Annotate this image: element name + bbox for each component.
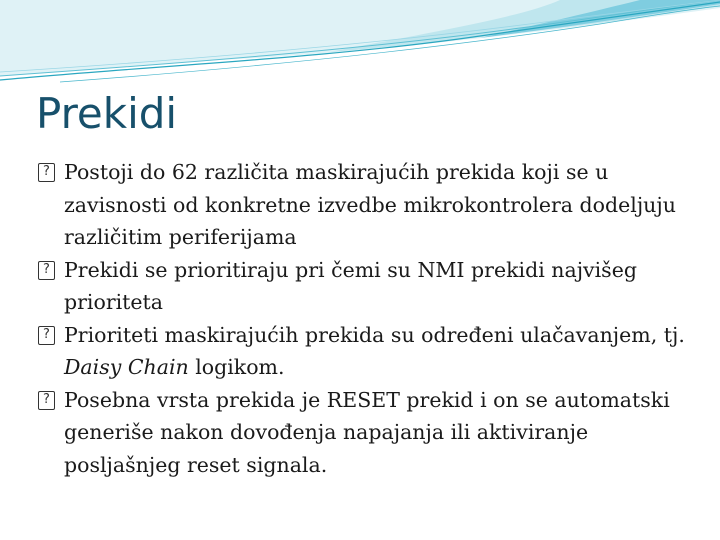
bullet-text-start: Prioriteti maskirajućih prekida su određeni ulačavanjem, tj. <box>64 322 685 347</box>
bullet-text: Prekidi se prioritiraju pri čemi su NMI prekidi najvišeg prioriteta <box>64 257 637 314</box>
bullet-text-emphasis: Daisy Chain <box>64 355 189 379</box>
bullet-item <box>38 384 698 482</box>
bullet-list <box>38 156 698 481</box>
bullet-item <box>38 254 698 319</box>
bullet-marker-icon: ? <box>38 391 55 410</box>
bullet-item <box>38 319 698 384</box>
bullet-text: Postoji do 62 različita maskirajućih prekida koji se u zavisnosti od konkretne izvedbe mikrokontrolera dodeljuju različitim periferijama <box>64 160 676 249</box>
bullet-item <box>38 156 698 254</box>
bullet-text: Posebna vrsta prekida je RESET prekid i on se automatski generiše nakon dovođenja napajanja ili aktiviranje posljašnjeg reset signala. <box>64 387 670 477</box>
header-wave-decoration <box>0 0 720 90</box>
bullet-marker-icon: ? <box>38 163 55 182</box>
bullet-marker-icon: ? <box>38 261 55 280</box>
bullet-marker-icon: ? <box>38 326 55 345</box>
slide-title: Prekidi <box>36 89 178 138</box>
bullet-text-end: logikom. <box>188 355 285 379</box>
